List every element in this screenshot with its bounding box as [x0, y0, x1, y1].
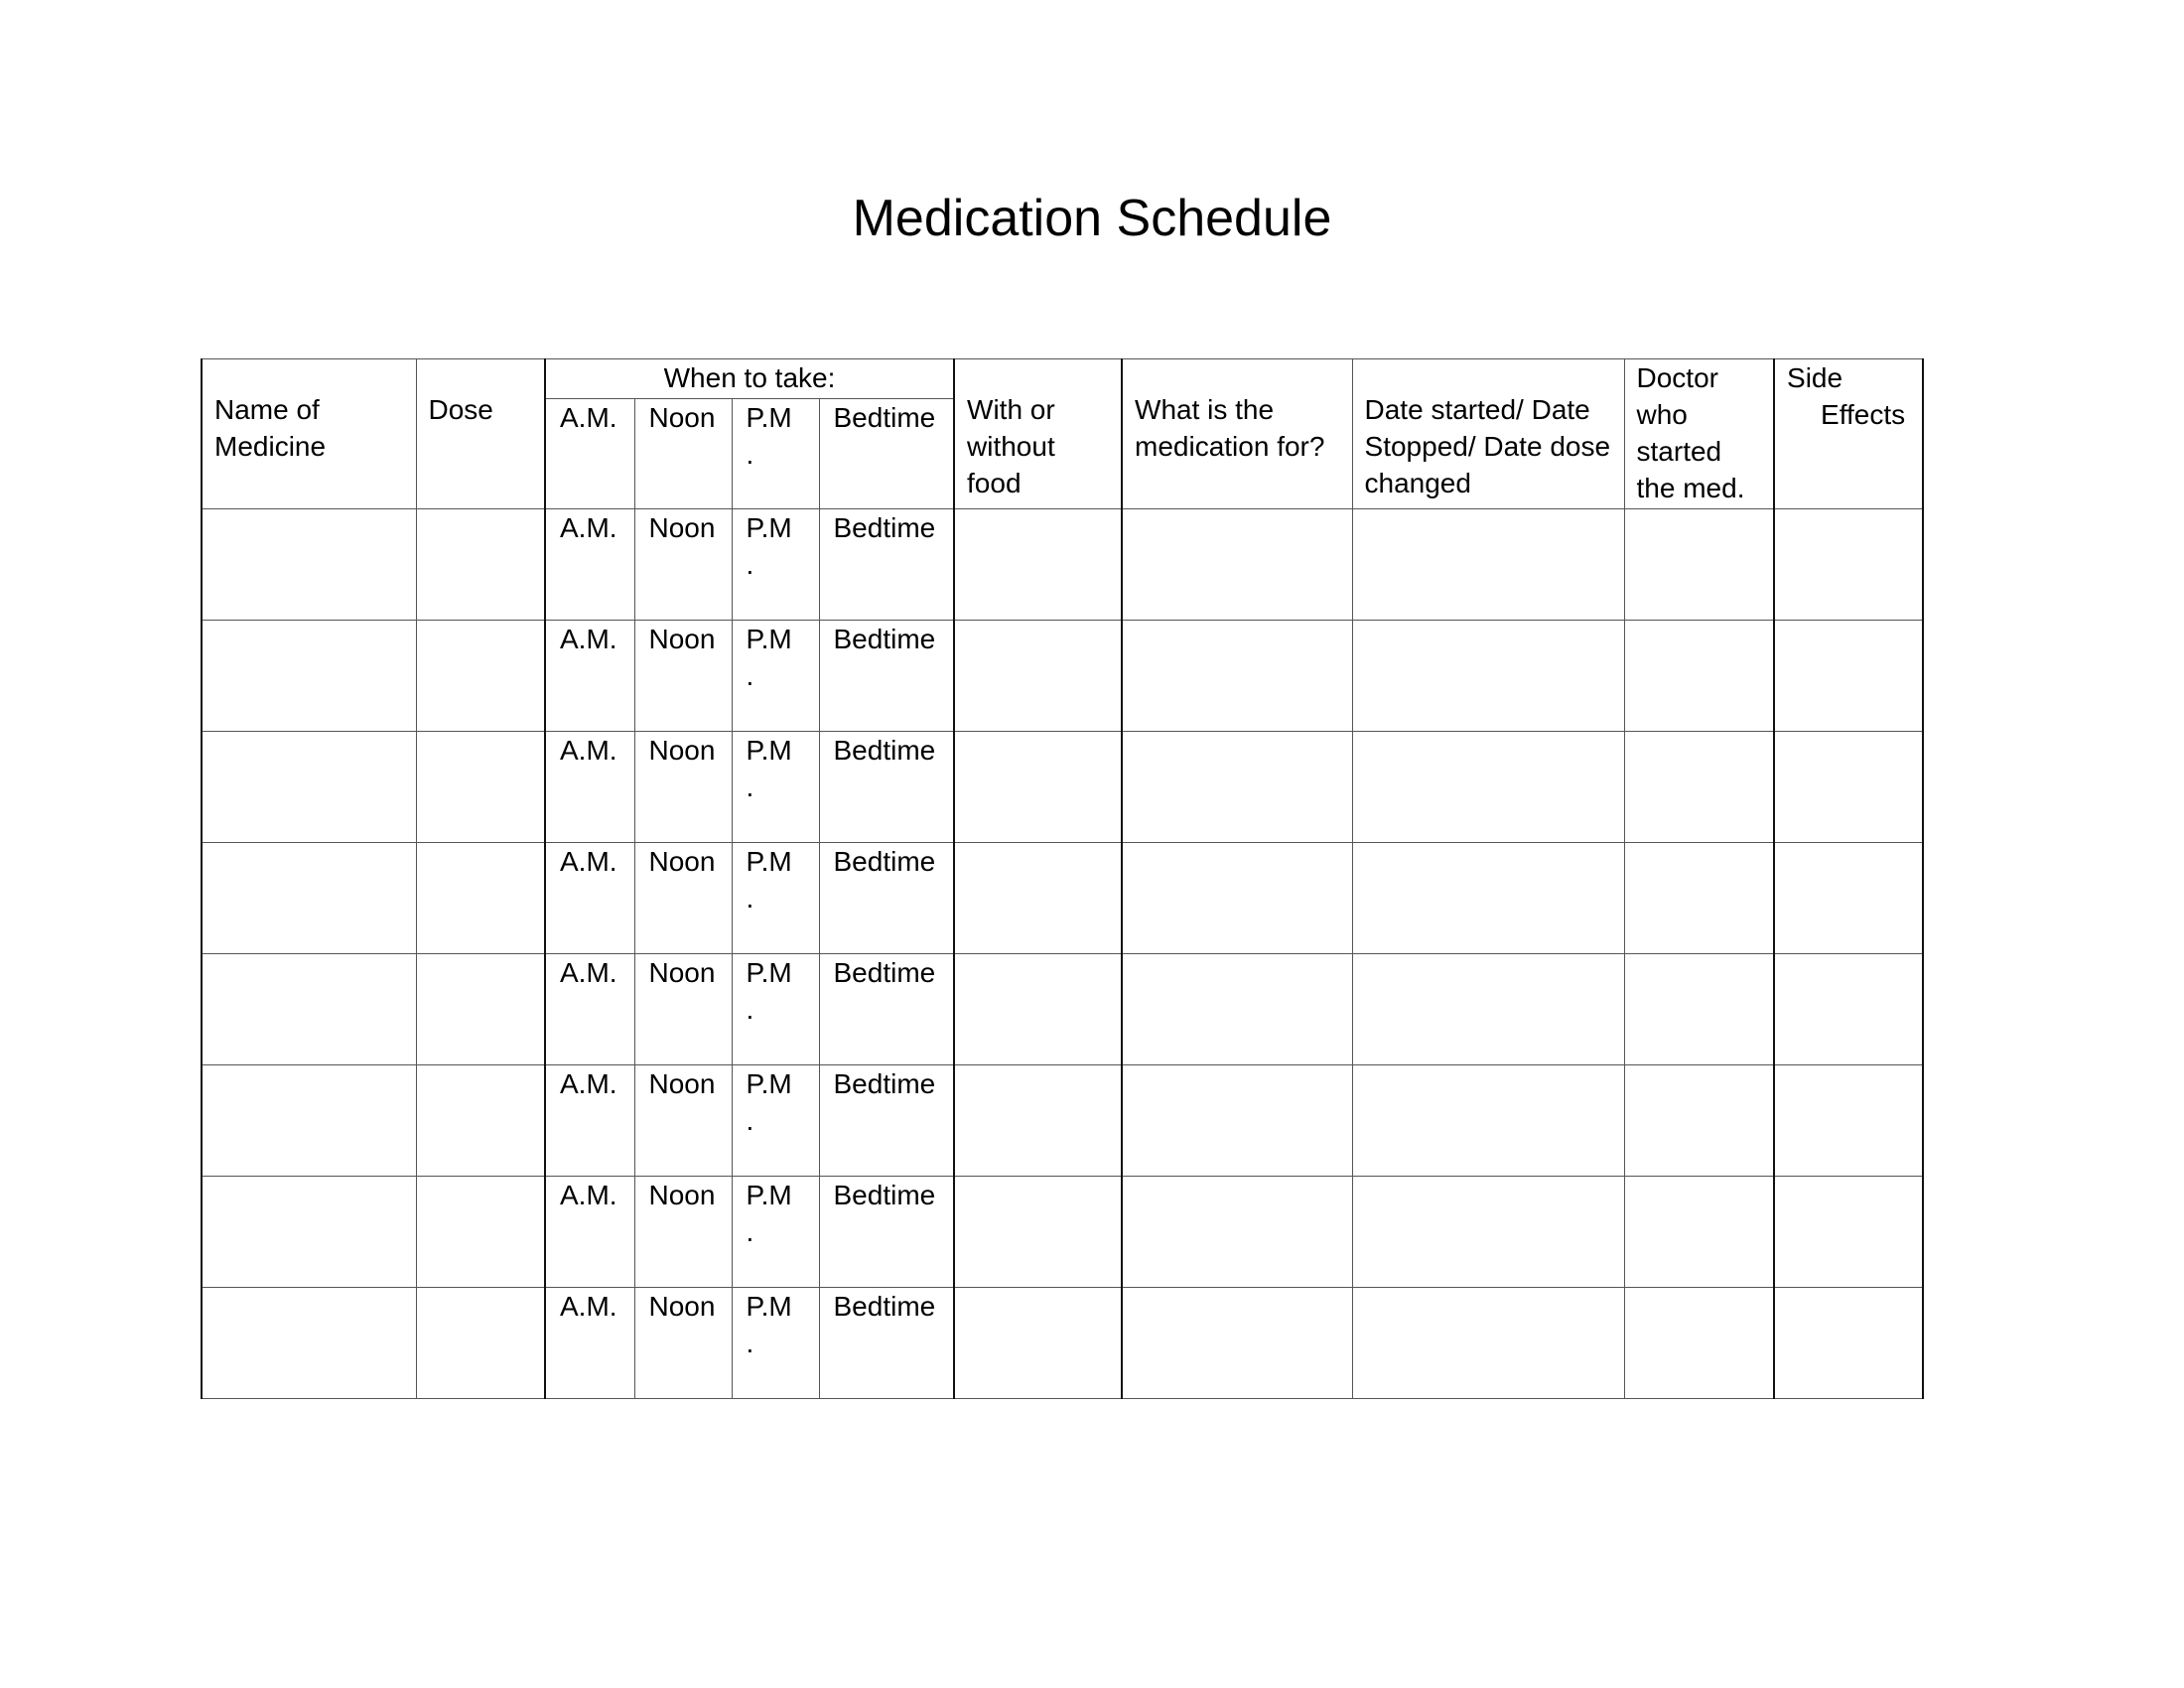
header-side-effects [1774, 359, 1923, 509]
cell-what-is-medication-for[interactable] [1122, 1065, 1352, 1177]
cell-dates[interactable] [1352, 1065, 1624, 1177]
cell-am[interactable]: A.M. [545, 843, 634, 954]
header-dates: Date started/ Date Stopped/ Date dose changed [1352, 359, 1624, 509]
cell-bedtime[interactable]: Bedtime [819, 843, 954, 954]
cell-dose[interactable] [416, 509, 545, 621]
cell-side-effects[interactable] [1774, 1065, 1923, 1177]
cell-what-is-medication-for[interactable] [1122, 732, 1352, 843]
cell-dates[interactable] [1352, 954, 1624, 1065]
cell-noon[interactable]: Noon [634, 621, 732, 732]
cell-what-is-medication-for[interactable] [1122, 509, 1352, 621]
cell-bedtime[interactable]: Bedtime [819, 1065, 954, 1177]
cell-dates[interactable] [1352, 732, 1624, 843]
cell-am[interactable]: A.M. [545, 954, 634, 1065]
page-title: Medication Schedule [852, 190, 1332, 247]
cell-side-effects[interactable] [1774, 1177, 1923, 1288]
cell-dates[interactable] [1352, 1288, 1624, 1399]
cell-noon[interactable]: Noon [634, 954, 732, 1065]
cell-with-or-without-food[interactable] [954, 954, 1122, 1065]
cell-dates[interactable] [1352, 509, 1624, 621]
cell-pm[interactable]: P.M . [732, 732, 819, 843]
header-doctor: Doctor who started the med. [1624, 359, 1774, 509]
cell-name-of-medicine[interactable] [202, 1288, 416, 1399]
cell-dose[interactable] [416, 1177, 545, 1288]
cell-dates[interactable] [1352, 1177, 1624, 1288]
cell-doctor[interactable] [1624, 509, 1774, 621]
cell-doctor[interactable] [1624, 1065, 1774, 1177]
cell-doctor[interactable] [1624, 1288, 1774, 1399]
cell-name-of-medicine[interactable] [202, 1177, 416, 1288]
cell-noon[interactable]: Noon [634, 1177, 732, 1288]
cell-pm[interactable]: P.M . [732, 621, 819, 732]
medication-schedule-table [201, 358, 1924, 1399]
side-effects-label-2: Effects [1821, 399, 1906, 430]
cell-with-or-without-food[interactable] [954, 509, 1122, 621]
cell-side-effects[interactable] [1774, 509, 1923, 621]
header-am: A.M. [545, 399, 634, 509]
cell-bedtime[interactable]: Bedtime [819, 732, 954, 843]
cell-name-of-medicine[interactable] [202, 621, 416, 732]
cell-pm[interactable]: P.M . [732, 1065, 819, 1177]
cell-dose[interactable] [416, 1065, 545, 1177]
header-row [202, 359, 1923, 399]
cell-dose[interactable] [416, 954, 545, 1065]
cell-pm[interactable]: P.M . [732, 843, 819, 954]
table-row [202, 1288, 1923, 1399]
cell-doctor[interactable] [1624, 1177, 1774, 1288]
cell-am[interactable]: A.M. [545, 1177, 634, 1288]
table-row [202, 732, 1923, 843]
cell-pm[interactable]: P.M . [732, 1288, 819, 1399]
cell-what-is-medication-for[interactable] [1122, 1177, 1352, 1288]
cell-with-or-without-food[interactable] [954, 1288, 1122, 1399]
cell-doctor[interactable] [1624, 954, 1774, 1065]
cell-dose[interactable] [416, 1288, 545, 1399]
cell-noon[interactable]: Noon [634, 1065, 732, 1177]
header-what-is-medication-for: What is the medication for? [1122, 359, 1352, 509]
cell-with-or-without-food[interactable] [954, 843, 1122, 954]
table-row [202, 621, 1923, 732]
cell-dates[interactable] [1352, 843, 1624, 954]
cell-what-is-medication-for[interactable] [1122, 1288, 1352, 1399]
cell-pm[interactable]: P.M . [732, 1177, 819, 1288]
table-row [202, 954, 1923, 1065]
cell-with-or-without-food[interactable] [954, 1177, 1122, 1288]
cell-side-effects[interactable] [1774, 732, 1923, 843]
cell-doctor[interactable] [1624, 843, 1774, 954]
cell-doctor[interactable] [1624, 621, 1774, 732]
cell-bedtime[interactable]: Bedtime [819, 954, 954, 1065]
header-with-or-without-food: With or without food [954, 359, 1122, 509]
cell-bedtime[interactable]: Bedtime [819, 1288, 954, 1399]
header-when-to-take: When to take: [545, 359, 954, 399]
cell-am[interactable]: A.M. [545, 509, 634, 621]
table-row [202, 509, 1923, 621]
cell-am[interactable]: A.M. [545, 621, 634, 732]
cell-what-is-medication-for[interactable] [1122, 843, 1352, 954]
cell-bedtime[interactable]: Bedtime [819, 621, 954, 732]
cell-doctor[interactable] [1624, 732, 1774, 843]
cell-pm[interactable]: P.M . [732, 954, 819, 1065]
table-row [202, 843, 1923, 954]
header-noon: Noon [634, 399, 732, 509]
cell-with-or-without-food[interactable] [954, 1065, 1122, 1177]
cell-name-of-medicine[interactable] [202, 732, 416, 843]
cell-dose[interactable] [416, 621, 545, 732]
cell-am[interactable]: A.M. [545, 1065, 634, 1177]
cell-bedtime[interactable]: Bedtime [819, 509, 954, 621]
cell-dose[interactable] [416, 732, 545, 843]
cell-name-of-medicine[interactable] [202, 954, 416, 1065]
header-pm: P.M . [732, 399, 819, 509]
cell-side-effects[interactable] [1774, 621, 1923, 732]
cell-with-or-without-food[interactable] [954, 621, 1122, 732]
cell-noon[interactable]: Noon [634, 1288, 732, 1399]
cell-with-or-without-food[interactable] [954, 732, 1122, 843]
cell-dates[interactable] [1352, 621, 1624, 732]
table-row [202, 1177, 1923, 1288]
cell-name-of-medicine[interactable] [202, 1065, 416, 1177]
cell-noon[interactable]: Noon [634, 732, 732, 843]
cell-side-effects[interactable] [1774, 1288, 1923, 1399]
table-row [202, 1065, 1923, 1177]
cell-am[interactable]: A.M. [545, 732, 634, 843]
cell-name-of-medicine[interactable] [202, 509, 416, 621]
cell-dose[interactable] [416, 843, 545, 954]
cell-side-effects[interactable] [1774, 954, 1923, 1065]
header-bedtime: Bedtime [819, 399, 954, 509]
cell-bedtime[interactable]: Bedtime [819, 1177, 954, 1288]
cell-pm[interactable]: P.M . [732, 509, 819, 621]
cell-side-effects[interactable] [1774, 843, 1923, 954]
side-effects-label-1: Side [1787, 362, 1843, 393]
cell-name-of-medicine[interactable] [202, 843, 416, 954]
cell-am[interactable]: A.M. [545, 1288, 634, 1399]
cell-what-is-medication-for[interactable] [1122, 621, 1352, 732]
header-dose: Dose [416, 359, 545, 509]
header-name-of-medicine: Name of Medicine [202, 359, 416, 509]
cell-noon[interactable]: Noon [634, 509, 732, 621]
cell-noon[interactable]: Noon [634, 843, 732, 954]
cell-what-is-medication-for[interactable] [1122, 954, 1352, 1065]
